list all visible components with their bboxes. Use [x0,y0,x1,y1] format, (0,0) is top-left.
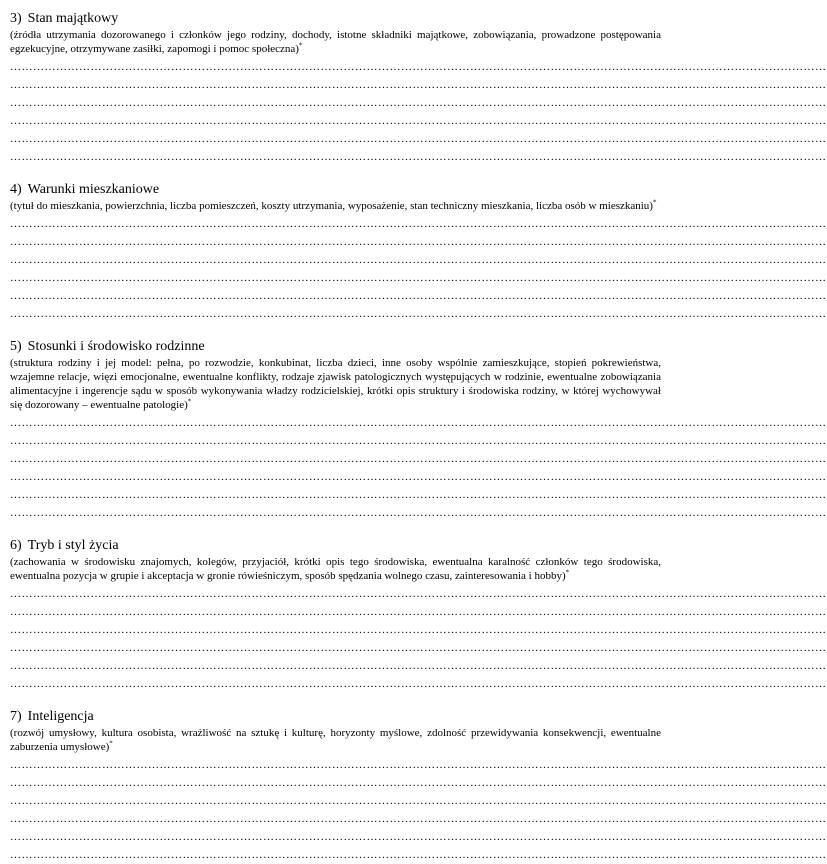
answer-lines[interactable] [10,58,827,166]
section-inteligencja [10,708,827,864]
footnote-mark: * [298,41,303,50]
fill-line[interactable]: …………………………………………………………………………………………………………………………………………………………………………………………… [10,795,827,807]
fill-line[interactable]: …………………………………………………………………………………………………………………………………………………………………………………………… [10,151,827,163]
fill-line[interactable]: …………………………………………………………………………………………………………………………………………………………………………………………… [10,290,827,302]
fill-line[interactable]: …………………………………………………………………………………………………………………………………………………………………………………………… [10,624,827,636]
fill-line[interactable]: …………………………………………………………………………………………………………………………………………………………………………………………… [10,588,827,600]
answer-lines[interactable] [10,414,827,522]
section-description: (struktura rodziny i jej model: pełna, po rozwodzie, konkubinat, liczba dzieci, inne osoby wspólnie zamieszkujące, stopień pokrewieństwa, wzajemne relacje, więzi emocjonalne, ewentualne konflikty, rodzaje zjawisk patologicznych występujących w rodzinie, ewentualne zobowiązania alimentacyjne i ingerencje sądu w sposób wykonywania władzy rodzicielskiej, krótki opis struktury i środowiska rodziny, w której wychowywał się dozorowany – ewentualne patologie)* [10,357,661,411]
fill-line[interactable]: …………………………………………………………………………………………………………………………………………………………………………………………… [10,115,827,127]
fill-line[interactable]: …………………………………………………………………………………………………………………………………………………………………………………………… [10,79,827,91]
section-description: (tytuł do mieszkania, powierzchnia, liczba pomieszczeń, koszty utrzymania, wyposażenie, stan techniczny mieszkania, liczba osób w mieszkaniu)* [10,198,657,212]
section-number: 4) [10,182,22,197]
section-number: 3) [10,11,22,26]
section-warunki-mieszkaniowe [10,181,827,323]
fill-line[interactable]: …………………………………………………………………………………………………………………………………………………………………………………………… [10,308,827,320]
fill-line[interactable]: …………………………………………………………………………………………………………………………………………………………………………………………… [10,272,827,284]
footnote-mark: * [187,397,192,406]
fill-line[interactable]: …………………………………………………………………………………………………………………………………………………………………………………………… [10,453,827,465]
section-stosunki-rodzinne [10,338,827,522]
fill-line[interactable]: …………………………………………………………………………………………………………………………………………………………………………………………… [10,254,827,266]
section-title: Inteligencja [27,709,94,724]
fill-line[interactable]: …………………………………………………………………………………………………………………………………………………………………………………………… [10,507,827,519]
section-number: 7) [10,709,22,724]
fill-line[interactable]: …………………………………………………………………………………………………………………………………………………………………………………………… [10,642,827,654]
fill-line[interactable]: …………………………………………………………………………………………………………………………………………………………………………………………… [10,678,827,690]
section-description: (źródła utrzymania dozorowanego i członków jego rodziny, dochody, istotne składniki majątkowe, zobowiązania, prowadzone postępowania egzekucyjne, otrzymywane zasiłki, zapomogi i pomoc społeczna)* [10,29,661,55]
fill-line[interactable]: …………………………………………………………………………………………………………………………………………………………………………………………… [10,471,827,483]
footnote-mark: * [109,739,113,748]
section-heading [10,537,661,554]
section-stan-majatkowy [10,10,827,166]
fill-line[interactable]: …………………………………………………………………………………………………………………………………………………………………………………………… [10,831,827,843]
fill-line[interactable]: …………………………………………………………………………………………………………………………………………………………………………………………… [10,489,827,501]
answer-lines[interactable] [10,215,827,323]
section-description: (zachowania w środowisku znajomych, kolegów, przyjaciół, krótki opis tego środowiska, ewentualna karalność członków tego środowiska, ewentualna pozycja w grupie i akceptacja w gronie rówieśniczym, sposób spędzania wolnego czasu, zainteresowania i hobby)* [10,556,661,582]
footnote-mark: * [565,568,570,577]
answer-lines[interactable] [10,756,827,864]
section-title: Stan majątkowy [27,11,119,26]
fill-line[interactable]: …………………………………………………………………………………………………………………………………………………………………………………………… [10,660,827,672]
fill-line[interactable]: …………………………………………………………………………………………………………………………………………………………………………………………… [10,606,827,618]
section-heading [10,10,661,27]
section-title: Tryb i styl życia [27,538,119,553]
section-number: 6) [10,538,22,553]
section-heading [10,708,661,725]
footnote-mark: * [652,198,657,207]
fill-line[interactable]: …………………………………………………………………………………………………………………………………………………………………………………………… [10,759,827,771]
section-heading [10,181,661,198]
answer-lines[interactable] [10,585,827,693]
fill-line[interactable]: …………………………………………………………………………………………………………………………………………………………………………………………… [10,218,827,230]
fill-line[interactable]: …………………………………………………………………………………………………………………………………………………………………………………………… [10,777,827,789]
section-description: (rozwój umysłowy, kultura osobista, wrażliwość na sztukę i kulturę, horyzonty myślowe, zdolność przewidywania konsekwencji, ewentualne zaburzenia umysłowe)* [10,727,661,753]
fill-line[interactable]: …………………………………………………………………………………………………………………………………………………………………………………………… [10,61,827,73]
section-number: 5) [10,339,22,354]
fill-line[interactable]: …………………………………………………………………………………………………………………………………………………………………………………………… [10,813,827,825]
fill-line[interactable]: …………………………………………………………………………………………………………………………………………………………………………………………… [10,236,827,248]
fill-line[interactable]: …………………………………………………………………………………………………………………………………………………………………………………………… [10,849,827,861]
fill-line[interactable]: …………………………………………………………………………………………………………………………………………………………………………………………… [10,97,827,109]
fill-line[interactable]: …………………………………………………………………………………………………………………………………………………………………………………………… [10,435,827,447]
fill-line[interactable]: …………………………………………………………………………………………………………………………………………………………………………………………… [10,417,827,429]
section-tryb-zycia [10,537,827,693]
section-heading [10,338,661,355]
section-title: Warunki mieszkaniowe [27,182,160,197]
fill-line[interactable]: …………………………………………………………………………………………………………………………………………………………………………………………… [10,133,827,145]
section-title: Stosunki i środowisko rodzinne [27,339,205,354]
